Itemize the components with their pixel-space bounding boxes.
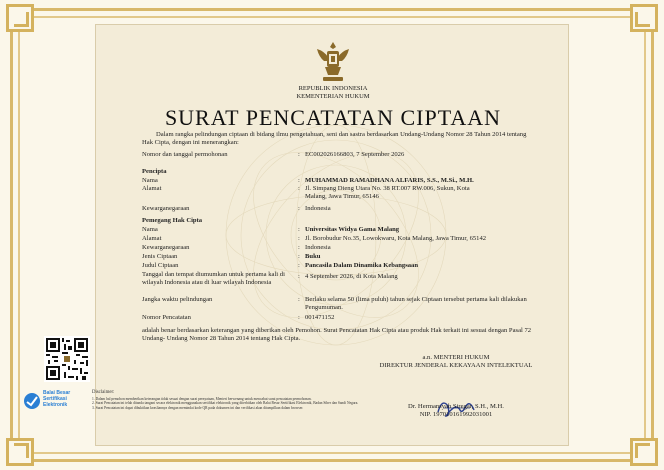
logo-line-1: Balai Besar xyxy=(43,390,71,396)
holder-nationality: Indonesia xyxy=(305,244,331,251)
republic-label: REPUBLIK INDONESIA xyxy=(298,85,368,92)
signatory-position: DIREKTUR JENDERAL KEKAYAAN INTELEKTUAL xyxy=(379,362,533,369)
disclaimer-title: Disclaimer: xyxy=(92,390,115,395)
creator-nationality: Indonesia xyxy=(305,205,331,212)
certificate-paper xyxy=(95,24,569,446)
work-title-label: Judul Ciptaan xyxy=(142,262,179,269)
application-label: Nomor dan tanggal permohonan xyxy=(142,151,228,158)
colon: : xyxy=(298,314,300,321)
colon: : xyxy=(298,185,300,192)
record-number: 001471152 xyxy=(305,314,335,321)
colon: : xyxy=(298,151,300,158)
colon: : xyxy=(298,244,300,251)
creator-nationality-label: Kewarganegaraan xyxy=(142,205,190,212)
holder-heading: Pemegang Hak Cipta xyxy=(142,217,203,224)
creator-name-label: Nama xyxy=(142,177,158,184)
signatory-name: Dr. Hermansyah Siregar, S.H., M.H. xyxy=(408,403,504,410)
bsre-logo-icon xyxy=(23,392,41,410)
corner-ornament xyxy=(6,438,34,466)
verification-qr-code[interactable] xyxy=(44,336,90,382)
closing-paragraph: adalah benar berdasarkan keterangan yang diberikan oleh Pemohon. Surat Pencatatan Hak Cipta atau produk Hak terkait ini sesuai dengan Pasal 72 Undang- Undang Nomor 28 Tahun 2014 tentang Hak Cipta. xyxy=(142,327,532,343)
colon: : xyxy=(298,296,300,303)
protection-term-label: Jangka waktu pelindungan xyxy=(142,296,213,303)
colon: : xyxy=(298,226,300,233)
creator-heading: Pencipta xyxy=(142,168,167,175)
colon: : xyxy=(298,262,300,269)
certificate-title: SURAT PENCATATAN CIPTAAN xyxy=(164,105,502,130)
colon: : xyxy=(298,177,300,184)
logo-line-2: Sertifikasi xyxy=(43,396,67,402)
ministry-label: KEMENTERIAN HUKUM xyxy=(296,93,370,100)
holder-address-label: Alamat xyxy=(142,235,162,242)
disclaimer-item: 2. Surat Pencatatan ini telah ditanda tangani secara elektronik menggunakan sertifikat elektronik yang diterbitkan oleh Balai Besar Sertifikasi Elektronik, Badan Siber dan Sandi Negara. xyxy=(92,401,359,406)
garuda-emblem-icon xyxy=(314,39,352,83)
colon: : xyxy=(298,235,300,242)
colon: : xyxy=(298,273,300,280)
colon: : xyxy=(298,205,300,212)
protection-term: Berlaku selama 50 (lima puluh) tahun sejak Ciptaan tersebut pertama kali dilakukan Pengumuman. xyxy=(305,296,527,311)
work-type: Buku xyxy=(305,253,321,260)
corner-ornament xyxy=(630,438,658,466)
colon: : xyxy=(298,253,300,260)
corner-ornament xyxy=(6,4,34,32)
work-type-label: Jenis Ciptaan xyxy=(142,253,178,260)
publication-date: 4 September 2026, di Kota Malang xyxy=(305,273,398,280)
holder-name-label: Nama xyxy=(142,226,158,233)
intro-paragraph: Dalam rangka pelindungan ciptaan di bidang ilmu pengetahuan, seni dan sastra berdasarkan Undang-Undang Nomor 28 Tahun 2014 tentang Hak Cipta, dengan ini menerangkan: xyxy=(142,131,527,147)
corner-ornament xyxy=(630,4,658,32)
work-title: Pancasila Dalam Dinamika Kebangsaan xyxy=(305,262,419,269)
holder-nationality-label: Kewarganegaraan xyxy=(142,244,190,251)
application-value: EC002026166803, 7 September 2026 xyxy=(305,151,405,158)
record-number-label: Nomor Pencatatan xyxy=(142,314,191,321)
signatory-on-behalf: a.n. MENTERI HUKUM xyxy=(422,354,490,361)
logo-line-3: Elektronik xyxy=(43,402,68,408)
holder-name: Universitas Widya Gama Malang xyxy=(305,226,400,233)
disclaimer-item: 3. Surat Pencatatan ini dapat dibuktikan keasliannya dengan memindai kode QR pada dokumen ini dan verifikasi akan ditampilkan dalam browser. xyxy=(92,405,304,410)
creator-address-label: Alamat xyxy=(142,185,162,192)
disclaimer-item: 1. Dalam hal pemohon memberikan keterangan tidak sesuai dengan surat pernyataan, Menteri berwenang untuk mencabut surat pencatatan permohonan. xyxy=(92,396,312,401)
holder-address: Jl. Borobudur No.35, Lowokwaru, Kota Malang, Jawa Timur, 65142 xyxy=(305,235,487,242)
publication-date-label: Tanggal dan tempat diumumkan untuk pertama kali di wilayah Indonesia atau di luar wilayah Indonesia xyxy=(142,271,285,286)
creator-name: MUHAMMAD RAMADHANA ALFARIS, S.S., M.Si., M.H. xyxy=(305,177,474,184)
disclaimer xyxy=(92,391,462,410)
signatory-nip: NIP. 197010161992031001 xyxy=(419,411,493,418)
bsre-logo xyxy=(23,390,93,412)
creator-address: Jl. Simpang Dieng Utara No. 38 RT.007 RW.006, Sukun, Kota Malang, Jawa Timur, 65146 xyxy=(305,185,470,200)
